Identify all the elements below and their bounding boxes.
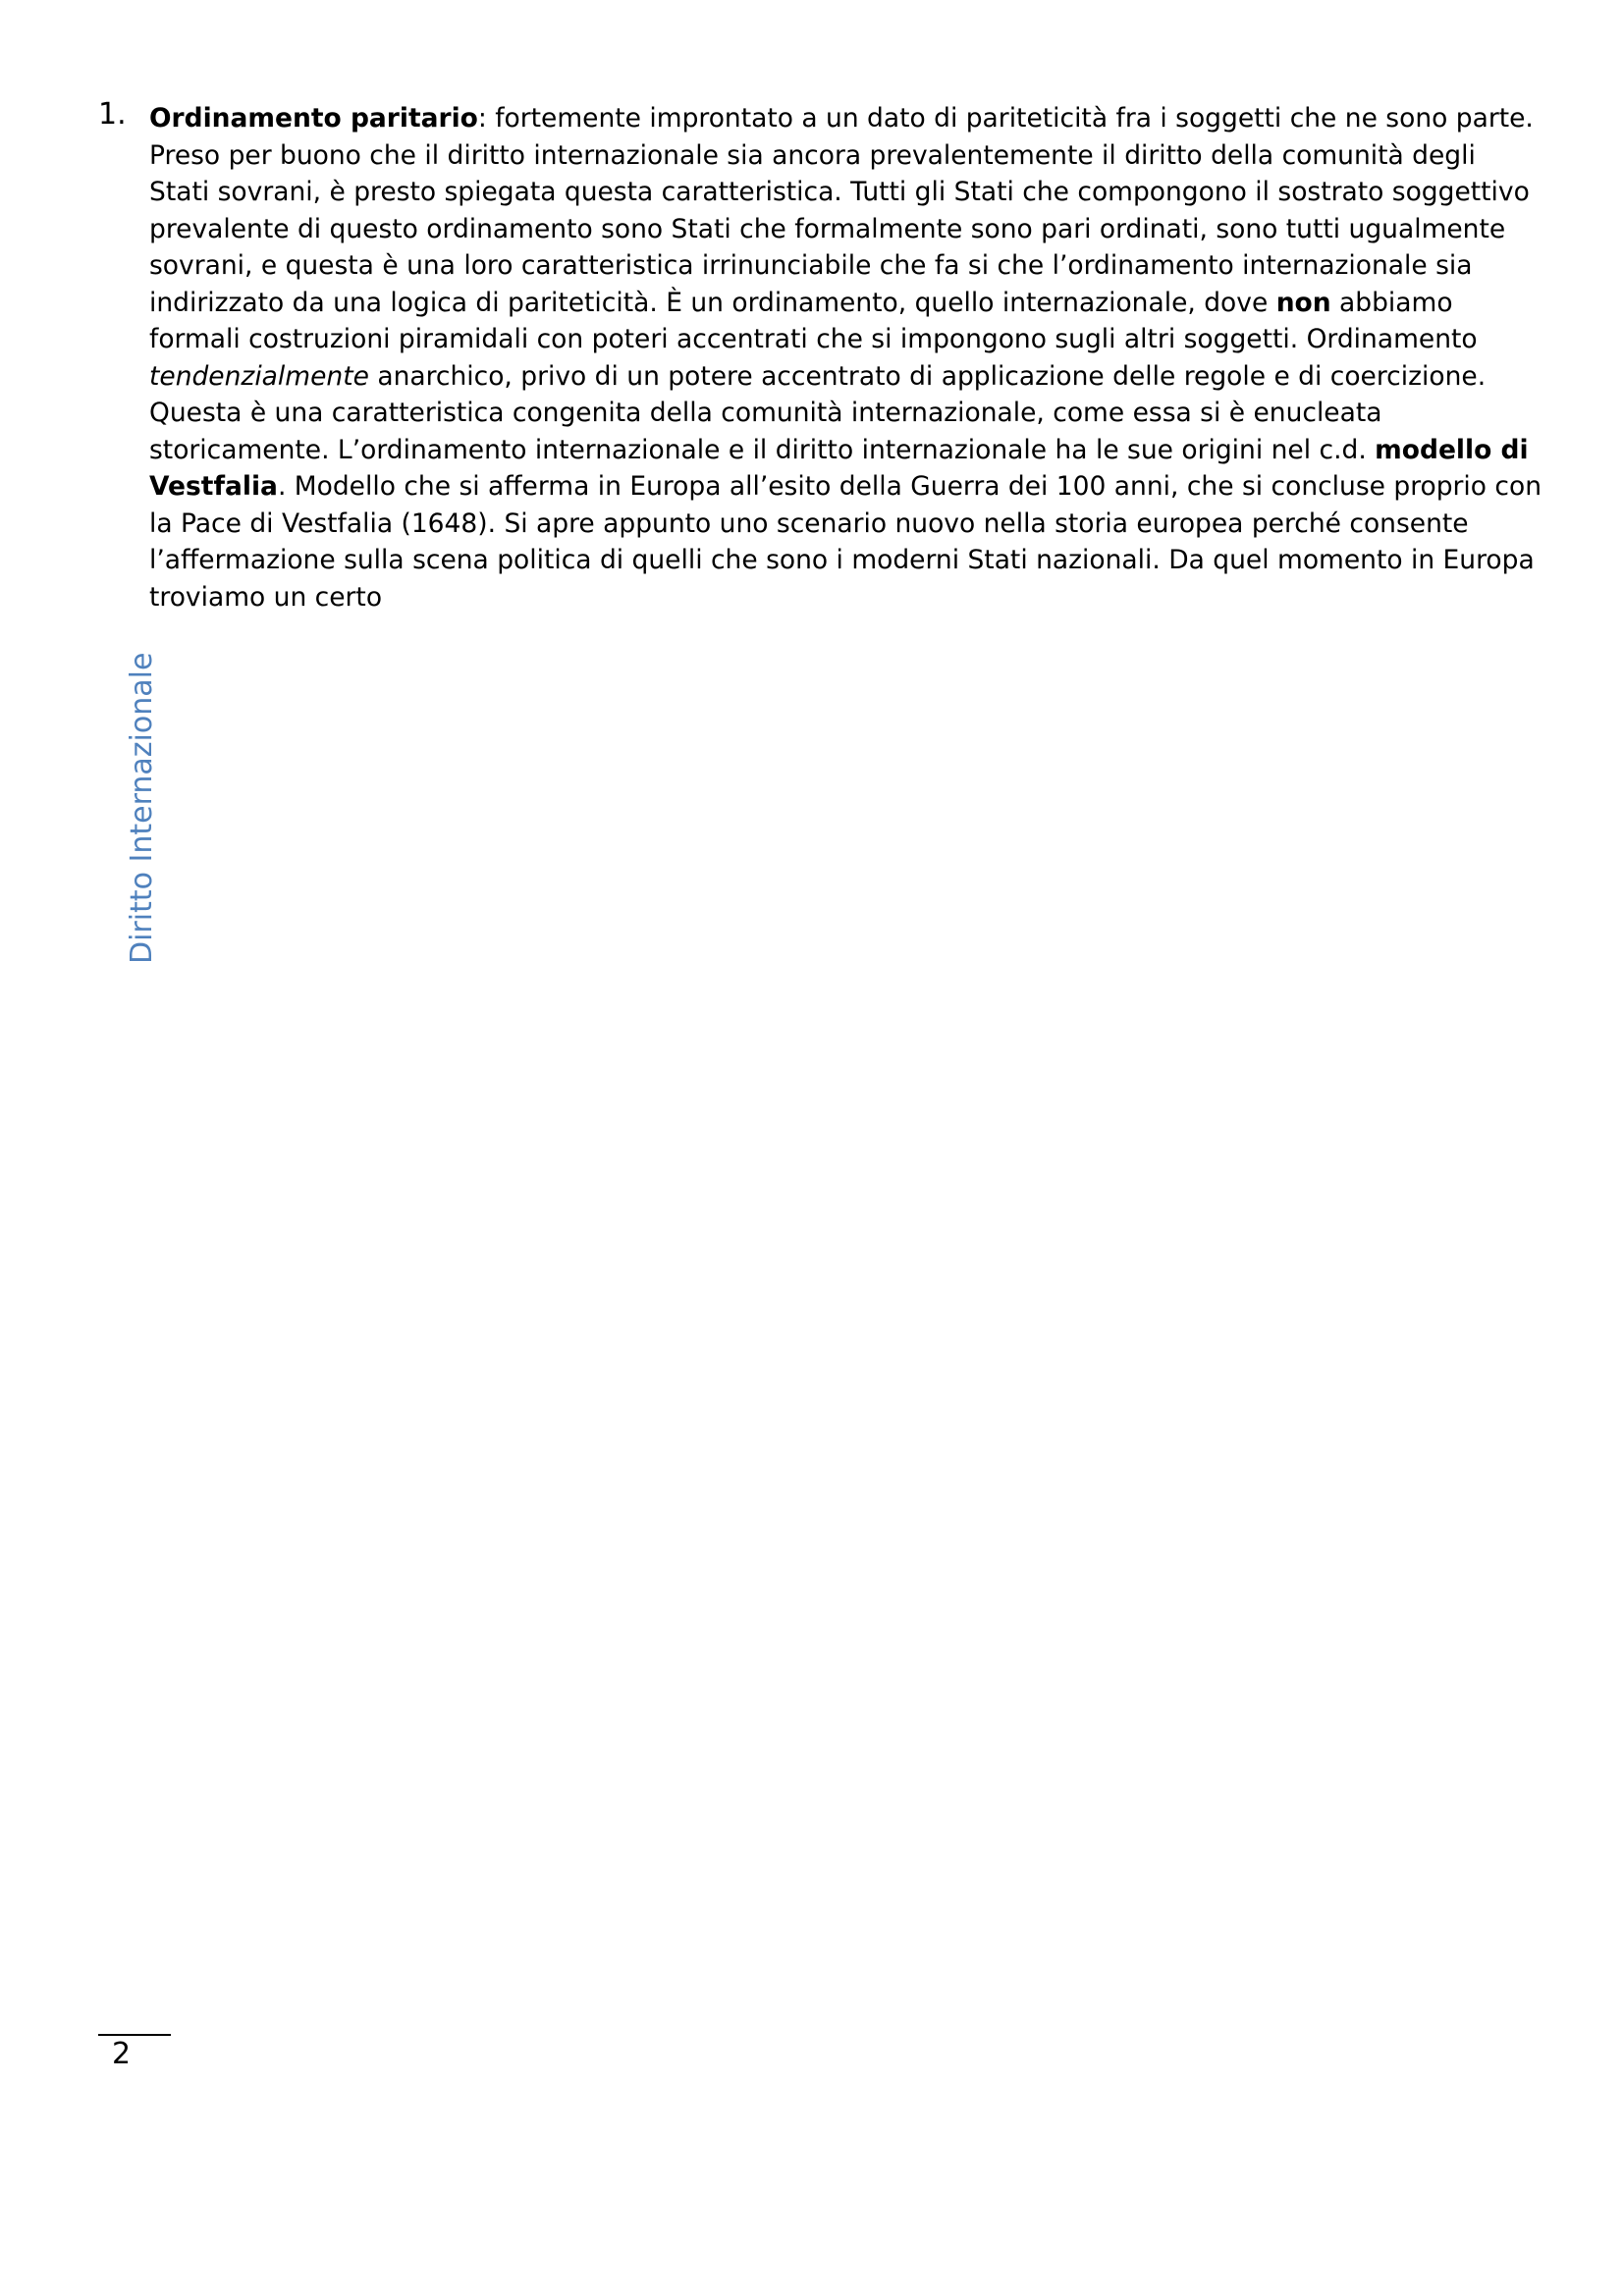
italic-term-tendenzialmente: tendenzialmente (149, 360, 369, 392)
text-segment: . Modello che si afferma in Europa all’esito della Guerra dei 100 anni, che si concluse proprio con la Pace di Vestfalia (1648). Si apre appunto uno scenario nuovo nella storia europea perché consente l’affermazione sulla scena politica di quelli che sono i moderni Stati nazionali. Da quel momento in Europa troviamo un certo (149, 471, 1542, 613)
text-segment: abbiamo formali costruzioni piramidali con poteri accentrati che si impongono sugli altri soggetti. Ordinamento (149, 287, 1478, 354)
list-item-number: 1. (98, 97, 127, 132)
text-segment: : fortemente improntato a un dato di pariteticità fra i soggetti che ne sono parte. Preso per buono che il diritto internazionale sia ancora prevalentemente il diritto della comunità degli Stati sovrani, è presto spiegata questa caratteristica. Tutti gli Stati che compongono il sostrato soggettivo prevalente di questo ordinamento sono Stati che formalmente sono pari ordinati, sono tutti ugualmente sovrani, e questa è una loro caratteristica irrinunciabile che fa si che l’ordinamento internazionale sia indirizzato da una logica di pariteticità. È un ordinamento, quello internazionale, dove (149, 103, 1534, 318)
page-number: 2 (112, 2037, 132, 2071)
text-segment: anarchico, privo di un potere accentrato di applicazione delle regole e di coercizione. Questa è una caratteristica congenita della comunità internazionale, come essa si è enucleata storicamente. L’ordinamento internazionale e il diritto internazionale ha le sue origini nel c.d. (149, 360, 1487, 465)
bold-term-non: non (1275, 287, 1331, 318)
side-header: Diritto Internazionale (125, 652, 159, 964)
paragraph-ordinamento-paritario (149, 100, 1543, 615)
bold-term-modello-di-vestfalia: modello di Vestfalia (149, 434, 1529, 502)
footer-rule (98, 2034, 171, 2036)
item-heading: Ordinamento paritario (149, 103, 478, 133)
